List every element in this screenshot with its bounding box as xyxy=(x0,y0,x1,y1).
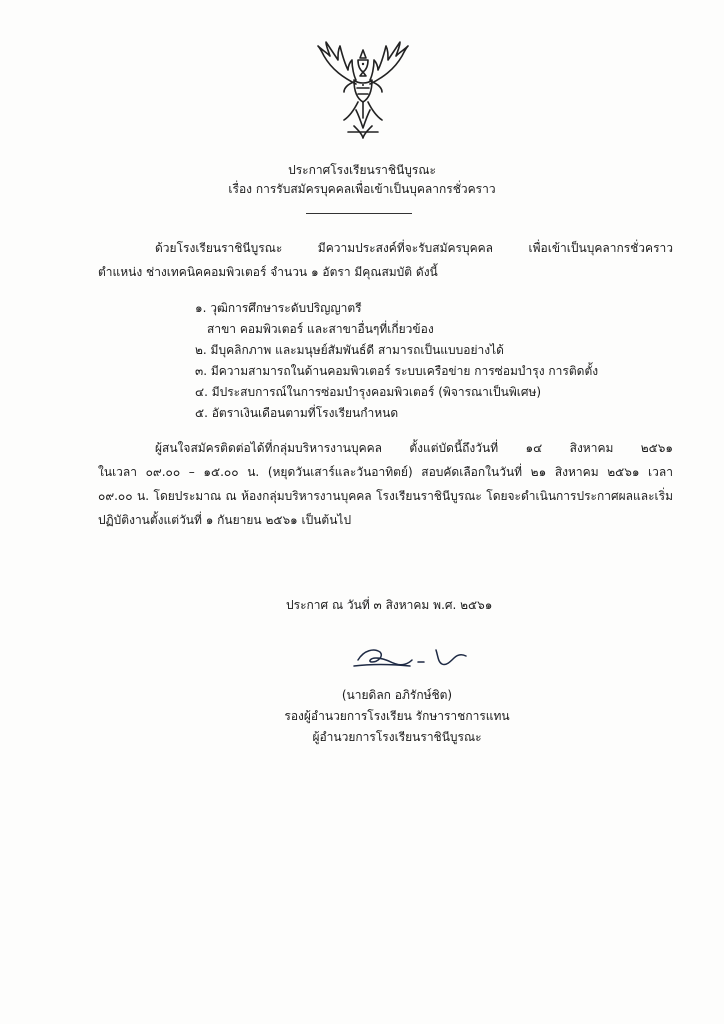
application-line-3: ๐๙.๐๐ น. โดยประมาณ ณ ห้องกลุ่มบริหารงานบุคคล โรงเรียนราชินีบูรณะ โดยจะดำเนินการประกาศผลและเริ่ม xyxy=(98,489,673,503)
list-item: สาขา คอมพิวเตอร์ และสาขาอื่นๆที่เกี่ยวข้อง xyxy=(207,322,434,336)
signature-image xyxy=(350,640,480,674)
list-item: ๒. มีบุคลิกภาพ และมนุษย์สัมพันธ์ดี สามารถเป็นแบบอย่างได้ xyxy=(195,343,504,357)
list-item: ๓. มีความสามารถในด้านคอมพิวเตอร์ ระบบเครือข่าย การซ่อมบำรุง การติดตั้ง xyxy=(195,364,599,378)
intro-line-2: ตำแหน่ง ช่างเทคนิคคอมพิวเตอร์ จำนวน ๑ อัตรา มีคุณสมบัติ ดังนี้ xyxy=(98,265,438,279)
application-line-4: ปฏิบัติงานตั้งแต่วันที่ ๑ กันยายน ๒๕๖๑ เป็นต้นไป xyxy=(98,513,352,527)
title-divider xyxy=(306,213,412,214)
list-item: ๔. มีประสบการณ์ในการซ่อมบำรุงคอมพิวเตอร์ (พิจารณาเป็นพิเศษ) xyxy=(195,385,542,399)
list-item: ๑. วุฒิการศึกษาระดับปริญญาตรี xyxy=(195,301,362,315)
application-line-2: ในเวลา ๐๙.๐๐ – ๑๕.๐๐ น. (หยุดวันเสาร์และวันอาทิตย์) สอบคัดเลือกในวันที่ ๒๑ สิงหาคม ๒๕๖๑ เวลา xyxy=(98,465,673,479)
signatory-name: (นายดิลก อภิรักษ์ชิต) xyxy=(341,688,453,702)
signatory-position-2: ผู้อำนวยการโรงเรียนราชินีบูรณะ xyxy=(312,730,482,744)
announcement-date: ประกาศ ณ วันที่ ๓ สิงหาคม พ.ศ. ๒๕๖๑ xyxy=(286,598,493,612)
document-title: ประกาศโรงเรียนราชินีบูรณะ xyxy=(288,163,436,177)
list-item: ๕. อัตราเงินเดือนตามที่โรงเรียนกำหนด xyxy=(195,406,399,420)
garuda-emblem-icon xyxy=(304,40,422,140)
document-subject: เรื่อง การรับสมัครบุคคลเพื่อเข้าเป็นบุคลากรชั่วคราว xyxy=(228,182,496,196)
qualification-list xyxy=(195,298,598,424)
application-line-1: ผู้สนใจสมัครติดต่อได้ที่กลุ่มบริหารงานบุคคล ตั้งแต่บัดนี้ถึงวันที่ ๑๔ สิงหาคม ๒๕๖๑ xyxy=(155,441,673,455)
intro-line-1: ด้วยโรงเรียนราชินีบูรณะ มีความประสงค์ที่จะรับสมัครบุคคล เพื่อเข้าเป็นบุคลากรชั่วคราว xyxy=(155,241,673,255)
signatory-position-1: รองผู้อำนวยการโรงเรียน รักษาราชการแทน xyxy=(284,709,510,723)
